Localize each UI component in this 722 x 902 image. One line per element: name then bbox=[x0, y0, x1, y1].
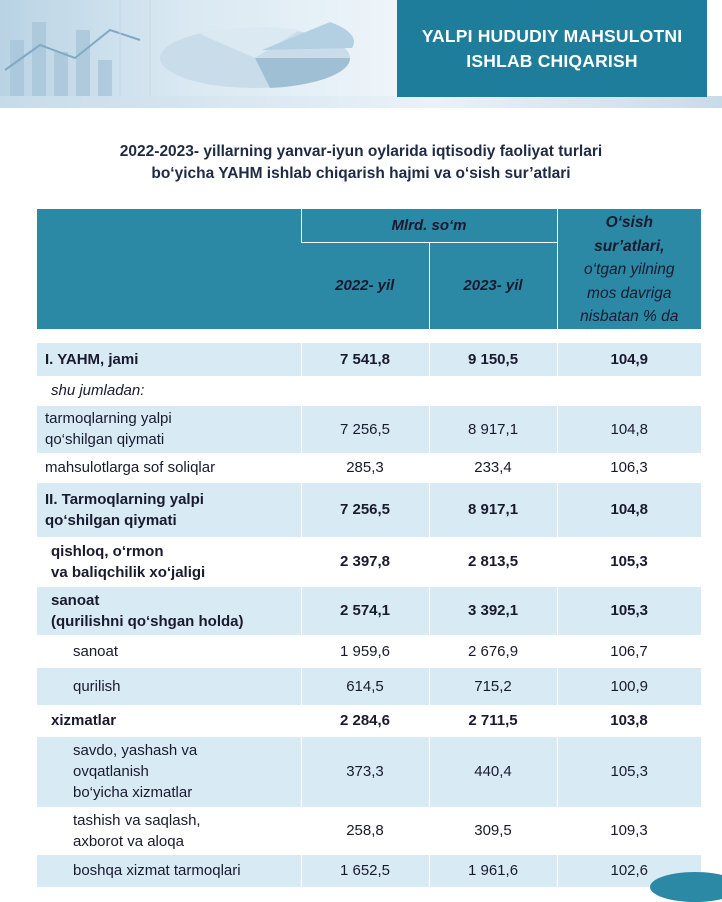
row-label-line: va baliqchilik xo‘jaligi bbox=[51, 563, 206, 581]
value-2023: 715,2 bbox=[429, 668, 557, 705]
gdp-table bbox=[37, 209, 701, 887]
row-label-line: II. Tarmoqlarning yalpi bbox=[45, 490, 204, 508]
table-row bbox=[37, 537, 701, 587]
growth-header-line: nisbatan % da bbox=[580, 308, 679, 325]
row-label: boshqa xizmat tarmoqlari bbox=[37, 855, 301, 887]
subtitle-line-2: bo‘yicha YAHM ishlab chiqarish hajmi va o‘sish sur’atlari bbox=[151, 165, 571, 182]
banner-strip bbox=[0, 96, 722, 108]
header-growth bbox=[557, 209, 701, 329]
value-2022: 258,8 bbox=[301, 807, 429, 855]
value-2023: 8 917,1 bbox=[429, 406, 557, 453]
banner-chart-illustration bbox=[0, 0, 400, 108]
value-2023: 440,4 bbox=[429, 737, 557, 807]
value-2023: 9 150,5 bbox=[429, 343, 557, 376]
subtitle-line-1: 2022-2023- yillarning yanvar-iyun oylarida iqtisodiy faoliyat turlari bbox=[119, 143, 603, 160]
row-label-line: bo‘yicha xizmatlar bbox=[73, 784, 193, 801]
value-2022: 1 959,6 bbox=[301, 635, 429, 668]
table-gap bbox=[37, 329, 701, 343]
value-growth: 104,8 bbox=[557, 406, 701, 453]
row-label-line: ovqatlanish bbox=[73, 763, 149, 780]
row-label-line: (qurilishni qo‘shgan holda) bbox=[51, 612, 244, 630]
value-2022: 285,3 bbox=[301, 453, 429, 483]
row-label: xizmatlar bbox=[37, 705, 301, 737]
row-label-line: tarmoqlarning yalpi bbox=[45, 410, 172, 427]
table-row bbox=[37, 453, 701, 483]
value-growth: 103,8 bbox=[557, 705, 701, 737]
value-2023: 2 813,5 bbox=[429, 537, 557, 587]
value-2022: 614,5 bbox=[301, 668, 429, 705]
value-growth: 104,9 bbox=[557, 343, 701, 376]
header-2022: 2022- yil bbox=[301, 242, 429, 328]
value-growth: 106,3 bbox=[557, 453, 701, 483]
chart-illustration-icon bbox=[0, 0, 400, 108]
row-label-line: savdo, yashash va bbox=[73, 742, 198, 759]
value-growth: 105,3 bbox=[557, 587, 701, 635]
value-growth: 106,7 bbox=[557, 635, 701, 668]
value-growth: 102,6 bbox=[557, 855, 701, 887]
corner-decoration bbox=[650, 872, 722, 902]
growth-header-line: O‘sish bbox=[605, 214, 653, 231]
growth-header-line: mos davriga bbox=[587, 284, 672, 302]
value-2023: 1 961,6 bbox=[429, 855, 557, 887]
value-2022: 2 574,1 bbox=[301, 587, 429, 635]
row-label: sanoat bbox=[37, 635, 301, 668]
value-2022: 2 397,8 bbox=[301, 537, 429, 587]
row-label bbox=[37, 537, 301, 587]
row-label bbox=[37, 737, 301, 807]
value-2022: 7 256,5 bbox=[301, 483, 429, 537]
row-label: I. YAHM, jami bbox=[37, 343, 301, 376]
table-row bbox=[37, 376, 701, 406]
table-row bbox=[37, 705, 701, 737]
table-header-row-1 bbox=[37, 209, 701, 242]
table-row bbox=[37, 483, 701, 537]
table-row bbox=[37, 587, 701, 635]
row-label-line: qo‘shilgan qiymati bbox=[45, 511, 177, 529]
value-2023: 233,4 bbox=[429, 453, 557, 483]
value-2023: 2 711,5 bbox=[429, 705, 557, 737]
table-row bbox=[37, 343, 701, 376]
row-label-line: qo‘shilgan qiymati bbox=[45, 431, 165, 448]
header-mlrd-som: Mlrd. so‘m bbox=[301, 209, 557, 242]
title-line-2: ISHLAB CHIQARISH bbox=[466, 50, 638, 71]
value-2022: 7 256,5 bbox=[301, 406, 429, 453]
value-growth: 109,3 bbox=[557, 807, 701, 855]
table-row bbox=[37, 807, 701, 855]
table-row bbox=[37, 406, 701, 453]
value-growth: 105,3 bbox=[557, 737, 701, 807]
value-growth: 100,9 bbox=[557, 668, 701, 705]
row-label bbox=[37, 807, 301, 855]
page-title bbox=[397, 0, 707, 97]
growth-header-line: sur’atlari, bbox=[594, 237, 665, 255]
top-banner bbox=[0, 0, 722, 108]
table-row bbox=[37, 737, 701, 807]
value-2023: 309,5 bbox=[429, 807, 557, 855]
row-label: qurilish bbox=[37, 668, 301, 705]
value-growth: 104,8 bbox=[557, 483, 701, 537]
row-label: shu jumladan: bbox=[37, 376, 701, 406]
row-label-line: sanoat bbox=[51, 591, 100, 609]
value-2022: 7 541,8 bbox=[301, 343, 429, 376]
table-row bbox=[37, 855, 701, 887]
value-2023: 8 917,1 bbox=[429, 483, 557, 537]
row-label-line: tashish va saqlash, bbox=[73, 811, 201, 829]
row-label bbox=[37, 483, 301, 537]
row-label-line: qishloq, o‘rmon bbox=[51, 542, 164, 560]
value-2022: 2 284,6 bbox=[301, 705, 429, 737]
row-label bbox=[37, 406, 301, 453]
title-line-1: YALPI HUDUDIY MAHSULOTNI bbox=[421, 25, 683, 46]
value-2022: 373,3 bbox=[301, 737, 429, 807]
table-row bbox=[37, 668, 701, 705]
value-2023: 3 392,1 bbox=[429, 587, 557, 635]
row-label bbox=[37, 587, 301, 635]
table-row bbox=[37, 635, 701, 668]
value-growth: 105,3 bbox=[557, 537, 701, 587]
row-label: mahsulotlarga sof soliqlar bbox=[37, 453, 301, 483]
row-label-line: axborot va aloqa bbox=[73, 832, 184, 850]
value-2022: 1 652,5 bbox=[301, 855, 429, 887]
value-2023: 2 676,9 bbox=[429, 635, 557, 668]
header-2023: 2023- yil bbox=[429, 242, 557, 328]
growth-header-line: o‘tgan yilning bbox=[584, 261, 675, 278]
header-empty-cell bbox=[37, 209, 301, 329]
